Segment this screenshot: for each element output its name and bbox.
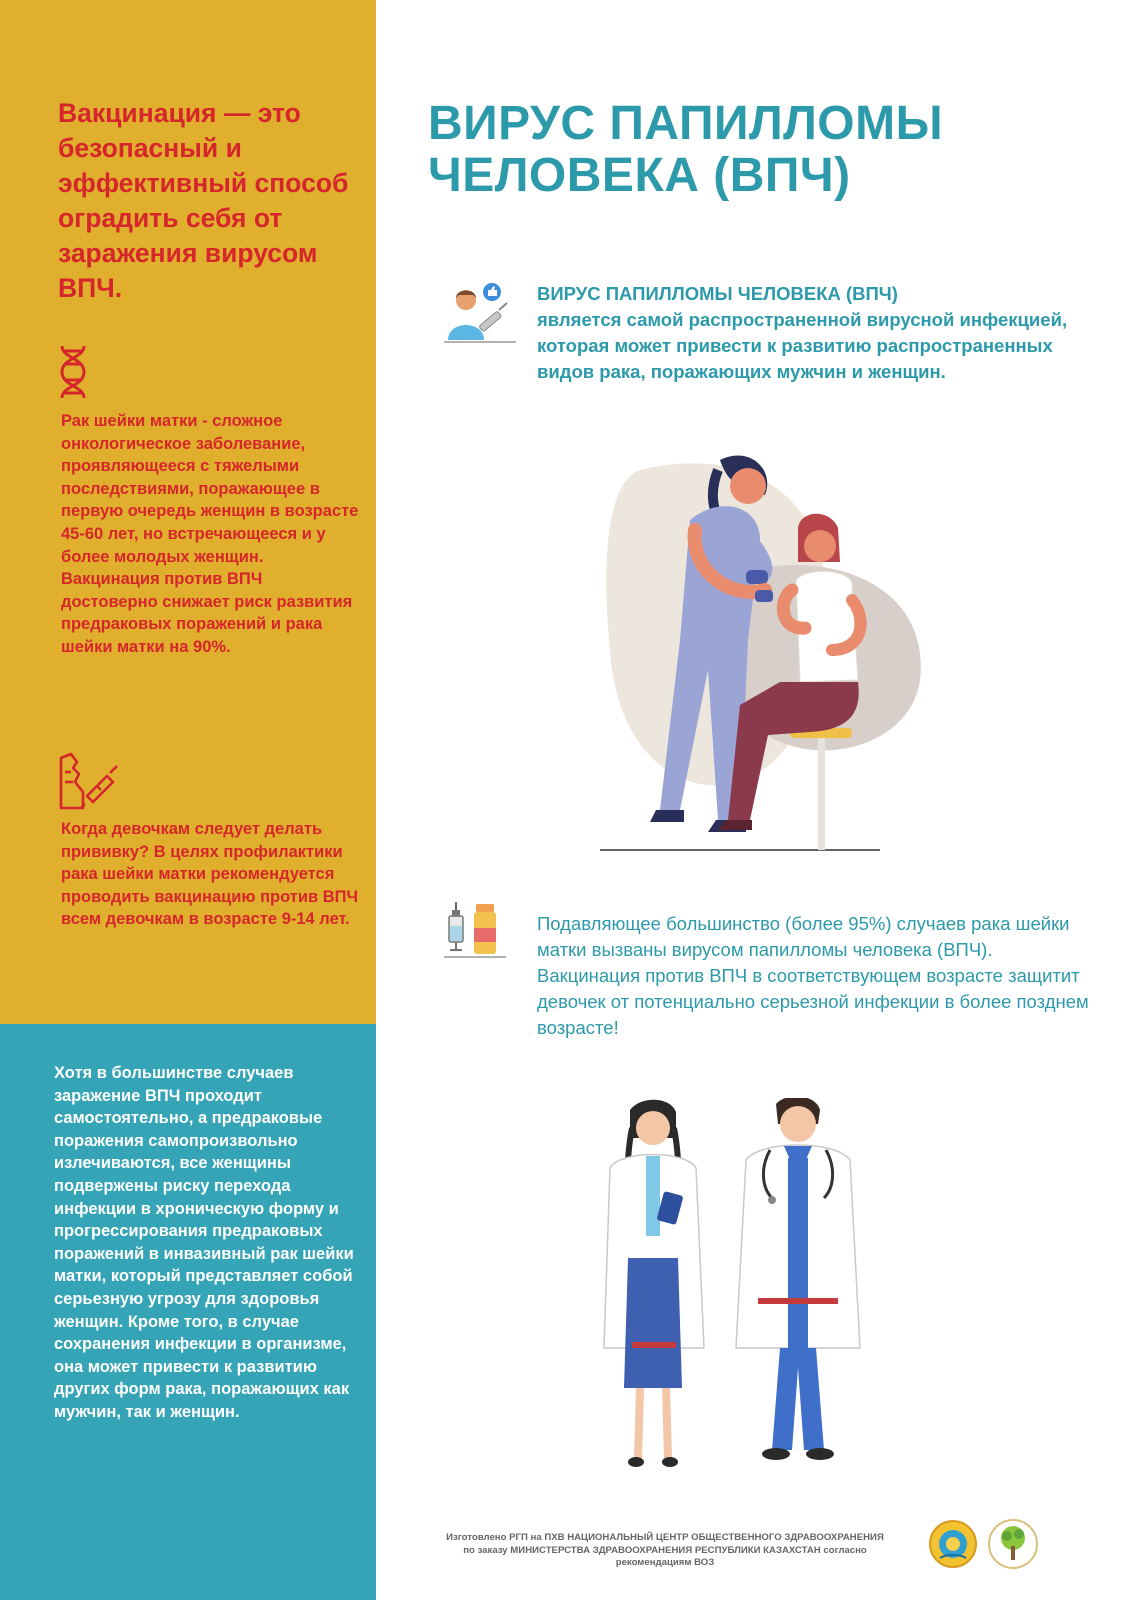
page-title: ВИРУС ПАПИЛЛОМЫ ЧЕЛОВЕКА (ВПЧ) — [428, 97, 944, 202]
health-center-logo-icon — [987, 1518, 1039, 1570]
dna-icon — [57, 344, 89, 400]
kazakhstan-emblem-icon — [928, 1518, 978, 1570]
vaccinated-person-icon — [444, 280, 516, 346]
sidebar-teal-text: Хотя в большинстве случаев заражение ВПЧ проходит самостоятельно, а предраковые поражения самопроизвольно излечиваются, все женщины подвержены риску перехода инфекции в хроническую форму и прогрессирования предраковых поражений в инвазивный рак шейки матки, который представляет собой серьезную угрозу для здоровья женщин. Кроме того, в случае сохранения инфекции в организме, она может привести к развитию других форм рака, поражающих как мужчин, так и женщин. — [54, 1064, 354, 1421]
info1-text — [537, 281, 1097, 385]
info1-highlight: ВИРУС ПАПИЛЛОМЫ ЧЕЛОВЕКА (ВПЧ) — [537, 283, 898, 304]
injection-arm-icon — [57, 752, 121, 812]
vaccination-scene-illustration — [600, 450, 940, 860]
footer-line2: по заказу МИНИСТЕРСТВА ЗДРАВООХРАНЕНИЯ РЕСПУБЛИКИ КАЗАХСТАН согласно — [463, 1544, 867, 1556]
sidebar-lead-text: Вакцинация — это безопасный и эффективный способ оградить себя от заражения вирусом ВПЧ. — [58, 98, 349, 303]
info2-text: Подавляющее большинство (более 95%) случаев рака шейки матки вызваны вирусом папилломы человека (ВПЧ). Вакцинация против ВПЧ в соответствующем возрасте защитит девочек от потенциально серьезной инфекции в более позднем возрасте! — [537, 913, 1089, 1038]
sidebar-block1-text: Рак шейки матки - сложное онкологическое заболевание, проявляющееся с тяжелыми последствиями, поражающее в первую очередь женщин в возрасте 45-60 лет, но встречающееся и у более молодых женщин. Вакцинация против ВПЧ достоверно снижает риск развития предраковых поражений и рака шейки матки на 90%. — [61, 412, 359, 656]
footer-line1: Изготовлено РГП на ПХВ НАЦИОНАЛЬНЫЙ ЦЕНТР ОБЩЕСТВЕННОГО ЗДРАВООХРАНЕНИЯ — [446, 1532, 884, 1543]
sidebar-block2-text: Когда девочкам следует делать прививку? В целях профилактики рака шейки матки рекомендуется проводить вакцинацию против ВПЧ всем девочкам в возрасте 9-14 лет. — [61, 820, 359, 929]
footer-credits — [410, 1532, 920, 1570]
footer-line3: рекомендациям ВОЗ — [615, 1557, 715, 1568]
doctors-illustration — [580, 1098, 880, 1498]
syringe-vial-icon — [444, 900, 506, 960]
info1-body: является самой распространенной вирусной инфекцией, которая может привести к развитию распространенных видов рака, поражающих мужчин и женщин. — [537, 309, 1068, 382]
